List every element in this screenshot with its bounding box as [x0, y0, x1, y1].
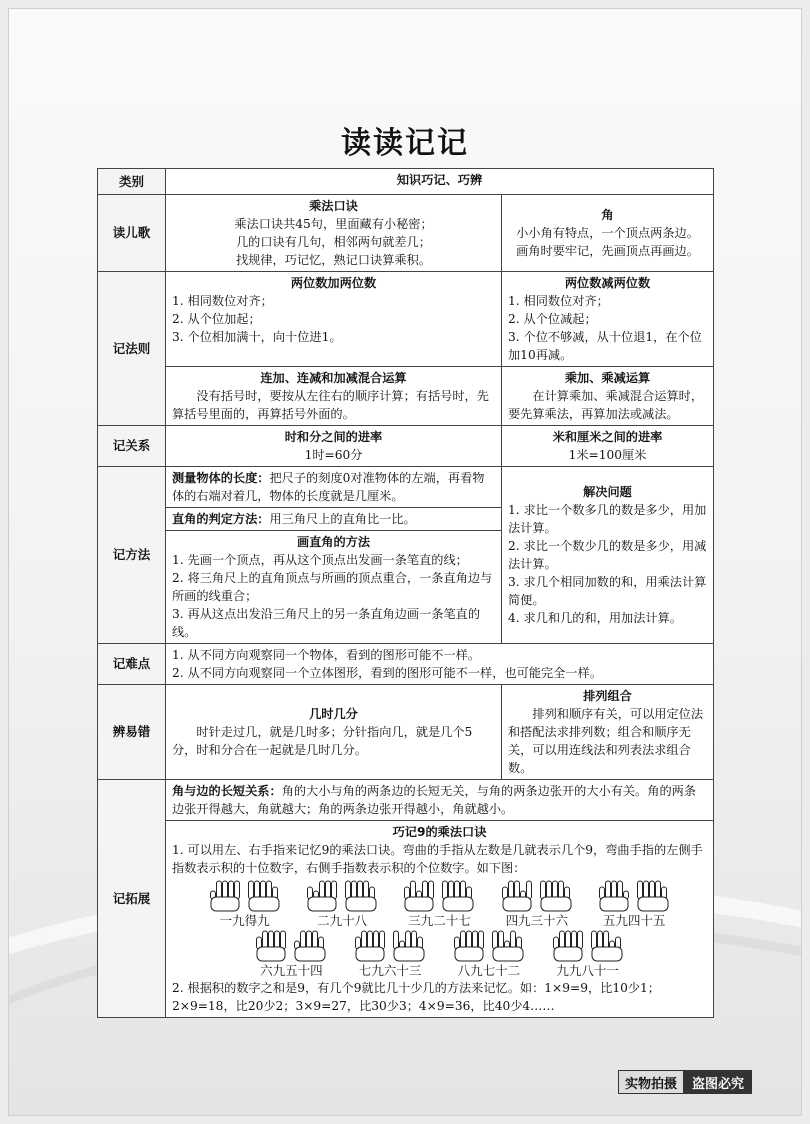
finger	[394, 931, 399, 949]
finger	[603, 931, 608, 949]
hand-figure	[588, 879, 680, 929]
hand-figure	[491, 879, 583, 929]
finger	[301, 931, 306, 949]
palm	[211, 897, 239, 911]
text-line: 4. 求几和几的和，用加法计算。	[508, 611, 682, 625]
cell-length-rate	[502, 426, 714, 467]
palm	[600, 897, 628, 911]
finger	[478, 931, 483, 949]
hand-figure	[443, 929, 535, 979]
finger	[234, 881, 239, 899]
cell-title: 巧记9的乘法口诀	[392, 825, 487, 839]
hands-icon	[210, 879, 280, 913]
finger	[492, 931, 497, 949]
hand-caption: 六九五十四	[260, 963, 323, 978]
palm	[308, 897, 336, 911]
text-line: 3. 再从这点出发沿三角尺上的另一条直角边画一条笔直的线。	[172, 607, 481, 639]
cell-difficult-points	[166, 644, 714, 685]
text-line: 1米=100厘米	[568, 448, 647, 462]
finger	[460, 931, 465, 949]
text-line: 2. 求比一个数少几的数是多少，用减法计算。	[508, 539, 707, 571]
finger	[656, 881, 661, 899]
palm	[356, 947, 384, 961]
palm	[503, 897, 531, 911]
finger	[429, 881, 434, 899]
table-row	[98, 195, 714, 272]
hands-icon	[599, 879, 669, 913]
hands-icon	[404, 879, 474, 913]
cell-title: 画直角的方法	[296, 535, 371, 549]
finger	[358, 881, 363, 899]
finger	[228, 881, 233, 899]
text-paragraph: 把尺子的刻度0对准物体的左端，再看物体的右端对着几，物体的长度就是几厘米。	[172, 471, 485, 503]
cell-subtraction	[502, 272, 714, 367]
cell-title: 几时几分	[309, 707, 358, 721]
cell-title: 乘加、乘减运算	[564, 371, 651, 385]
finger	[606, 881, 611, 899]
hand-figure	[344, 929, 436, 979]
hand-caption: 五九四十五	[602, 913, 666, 928]
hand-caption: 七九六十三	[358, 963, 422, 978]
text-line: 1. 相同数位对齐；	[508, 294, 609, 308]
finger	[374, 931, 379, 949]
palm	[541, 897, 571, 911]
finger	[307, 931, 312, 949]
table-row	[98, 272, 714, 367]
finger	[380, 931, 385, 949]
cell-permutation	[502, 685, 714, 780]
text-line: 3. 个位不够减，从十位退1，在个位加10再减。	[508, 330, 702, 362]
finger	[254, 881, 259, 899]
text-line: 几的口诀有几句，相邻两句就差几；	[236, 235, 431, 249]
finger	[332, 881, 337, 899]
text-paragraph: 1. 可以用左、右手指来记忆9的乘法口诀。弯曲的手指从左数是几就表示几个9，弯曲手指的左侧手指数表示积的十位数字，右侧手指数表示积的个位数字。如下图：	[172, 843, 703, 875]
hands-icon	[502, 879, 572, 913]
hand-figure	[245, 929, 337, 979]
text-line: 3. 个位相加满十，向十位进1。	[172, 330, 342, 344]
cell-koujue	[166, 195, 502, 272]
text-paragraph: 用三角尺上的直角比一比。	[269, 512, 416, 526]
hands-icon	[553, 929, 623, 963]
finger	[498, 931, 503, 949]
hand-caption: 四九三十六	[505, 913, 569, 928]
finger	[597, 931, 602, 949]
cell-nine-table	[166, 821, 714, 1018]
finger	[269, 931, 274, 949]
term-label: 直角的判定方法：	[172, 512, 270, 526]
finger	[455, 881, 460, 899]
stamp-left: 实物拍摄	[618, 1070, 684, 1094]
finger	[644, 881, 649, 899]
finger	[552, 881, 557, 899]
hand-caption: 一九得九	[219, 913, 270, 928]
hands-icon	[355, 929, 425, 963]
finger	[558, 881, 563, 899]
palm	[346, 897, 376, 911]
finger	[281, 931, 286, 949]
cell-angle-sides	[166, 780, 714, 821]
table-row	[98, 367, 714, 426]
cell-multiply-operations	[502, 367, 714, 426]
row-category: 读儿歌	[98, 195, 166, 272]
finger	[559, 931, 564, 949]
row-category: 记关系	[98, 426, 166, 467]
palm	[249, 897, 279, 911]
finger	[618, 881, 623, 899]
finger	[222, 881, 227, 899]
finger	[449, 881, 454, 899]
hands-row	[172, 877, 707, 929]
header-category: 类别	[98, 169, 166, 195]
finger	[411, 881, 416, 899]
hands-row	[172, 929, 707, 979]
finger	[275, 931, 280, 949]
finger	[313, 931, 318, 949]
cell-title: 解决问题	[583, 485, 632, 499]
finger	[368, 931, 373, 949]
cell-right-angle-check	[166, 508, 502, 531]
row-category: 记拓展	[98, 780, 166, 1018]
hand-figure	[296, 879, 388, 929]
finger	[263, 931, 268, 949]
row-category: 记法则	[98, 272, 166, 426]
palm	[592, 947, 622, 961]
cell-measure	[166, 467, 502, 508]
hands-icon	[256, 929, 326, 963]
table-row	[98, 685, 714, 780]
palm	[295, 947, 325, 961]
text-line: 2. 从不同方向观察同一个立体图形，看到的图形可能不一样，也可能完全一样。	[172, 666, 602, 680]
finger	[443, 881, 448, 899]
text-line: 2. 从个位减起；	[508, 312, 597, 326]
finger	[638, 881, 643, 899]
finger	[466, 931, 471, 949]
text-line: 3. 求几个相同加数的和，用乘法计算简便。	[508, 575, 707, 607]
finger	[546, 881, 551, 899]
text-paragraph: 2. 根据积的数字之和是9，有几个9就比几十少几的方法来记忆。如：1×9=9，比10少1；2×9=18，比20少2；3×9=27，比30少3；4×9=36，比40少4……	[172, 981, 660, 1013]
finger	[352, 881, 357, 899]
finger	[423, 881, 428, 899]
text-line: 找规律，巧记忆，熟记口诀算乘积。	[236, 253, 431, 267]
finger	[266, 881, 271, 899]
hand-caption: 三九二十七	[408, 913, 471, 928]
finger	[216, 881, 221, 899]
cell-title: 乘法口诀	[309, 199, 358, 213]
finger	[364, 881, 369, 899]
cell-time-rate	[166, 426, 502, 467]
table-row	[98, 467, 714, 508]
table-row	[98, 426, 714, 467]
palm	[455, 947, 483, 961]
finger	[508, 881, 513, 899]
text-paragraph: 没有括号时，要按从左往右的顺序计算；有括号时，先算括号里面的，再算括号外面的。	[172, 389, 489, 421]
palm	[257, 947, 285, 961]
text-line: 1时=60分	[304, 448, 363, 462]
finger	[346, 881, 351, 899]
term-label: 角与边的长短关系：	[172, 784, 282, 798]
copyright-stamp	[618, 1070, 752, 1094]
text-paragraph: 在计算乘加、乘减混合运算时，要先算乘法，再算加法或减法。	[508, 389, 704, 421]
palm	[443, 897, 473, 911]
table-row	[98, 780, 714, 821]
hand-caption: 二九十八	[317, 913, 368, 928]
cell-title: 排列组合	[583, 689, 632, 703]
text-line: 画角时要牢记，先画顶点再画边。	[516, 244, 699, 258]
finger	[412, 931, 417, 949]
finger	[591, 931, 596, 949]
cell-title: 米和厘米之间的进率	[552, 430, 663, 444]
text-line: 2. 从个位加起；	[172, 312, 261, 326]
cell-title: 两位数减两位数	[564, 276, 651, 290]
cell-time-reading	[166, 685, 502, 780]
table-header-row	[98, 169, 714, 195]
finger	[571, 931, 576, 949]
text-line: 小小角有特点，一个顶点两条边。	[516, 226, 699, 240]
finger	[326, 881, 331, 899]
cell-jiao	[502, 195, 714, 272]
cell-title: 角	[601, 208, 614, 222]
hand-caption: 八九七十二	[457, 963, 521, 978]
finger	[461, 881, 466, 899]
text-paragraph: 排列和顺序有关，可以用定位法和搭配法求排列数；组合和顺序无关，可以用连线法和列表法求组合数。	[508, 707, 704, 775]
finger	[260, 881, 265, 899]
row-category: 记方法	[98, 467, 166, 644]
hand-figure	[199, 879, 291, 929]
finger	[577, 931, 582, 949]
cell-addition	[166, 272, 502, 367]
stamp-right: 盗图必究	[684, 1070, 752, 1094]
hand-caption: 九九八十一	[556, 963, 619, 978]
palm	[405, 897, 433, 911]
text-line: 1. 相同数位对齐；	[172, 294, 273, 308]
finger	[540, 881, 545, 899]
hand-figure	[542, 929, 634, 979]
finger	[320, 881, 325, 899]
finger	[472, 931, 477, 949]
cell-solve-problems	[502, 467, 714, 644]
text-line: 2. 将三角尺上的直角顶点与所画的顶点重合，一条直角边与所画的线重合；	[172, 571, 493, 603]
page-title: 读读记记	[341, 126, 469, 161]
palm	[394, 947, 424, 961]
palm	[554, 947, 582, 961]
finger	[248, 881, 253, 899]
table-row	[98, 821, 714, 1018]
cell-mixed-operations	[166, 367, 502, 426]
finger	[514, 881, 519, 899]
finger	[526, 881, 531, 899]
cell-title: 两位数加两位数	[290, 276, 377, 290]
finger	[612, 881, 617, 899]
text-line: 1. 从不同方向观察同一个物体，看到的图形可能不一样。	[172, 648, 481, 662]
table-row	[98, 644, 714, 685]
finger	[406, 931, 411, 949]
text-line: 1. 求比一个数多几的数是多少，用加法计算。	[508, 503, 707, 535]
term-label: 测量物体的长度：	[172, 471, 270, 485]
palm	[638, 897, 668, 911]
hands-icon	[307, 879, 377, 913]
text-line: 1. 先画一个顶点，再从这个顶点出发画一条笔直的线；	[172, 553, 468, 567]
cell-title: 连加、连减和加减混合运算	[260, 371, 407, 385]
cell-draw-right-angle	[166, 531, 502, 644]
text-line: 乘法口诀共45句，里面藏有小秘密；	[234, 217, 433, 231]
finger	[650, 881, 655, 899]
row-category: 记难点	[98, 644, 166, 685]
hands-icon	[454, 929, 524, 963]
finger	[565, 931, 570, 949]
row-category: 辨易错	[98, 685, 166, 780]
cell-title: 时和分之间的进率	[284, 430, 383, 444]
palm	[493, 947, 523, 961]
text-paragraph: 角的大小与角的两条边的长短无关，与角的两条边张开的大小有关。角的两条边张开得越大，角就越大；角的两条边张开得越小，角就越小。	[172, 784, 697, 816]
header-content: 知识巧记、巧辨	[166, 169, 714, 195]
finger	[362, 931, 367, 949]
text-paragraph: 时针走过几，就是几时多；分针指向几，就是几个5分，时和分合在一起就是几时几分。	[172, 725, 473, 757]
knowledge-table	[97, 168, 714, 1018]
hand-figure	[393, 879, 485, 929]
finger	[510, 931, 515, 949]
